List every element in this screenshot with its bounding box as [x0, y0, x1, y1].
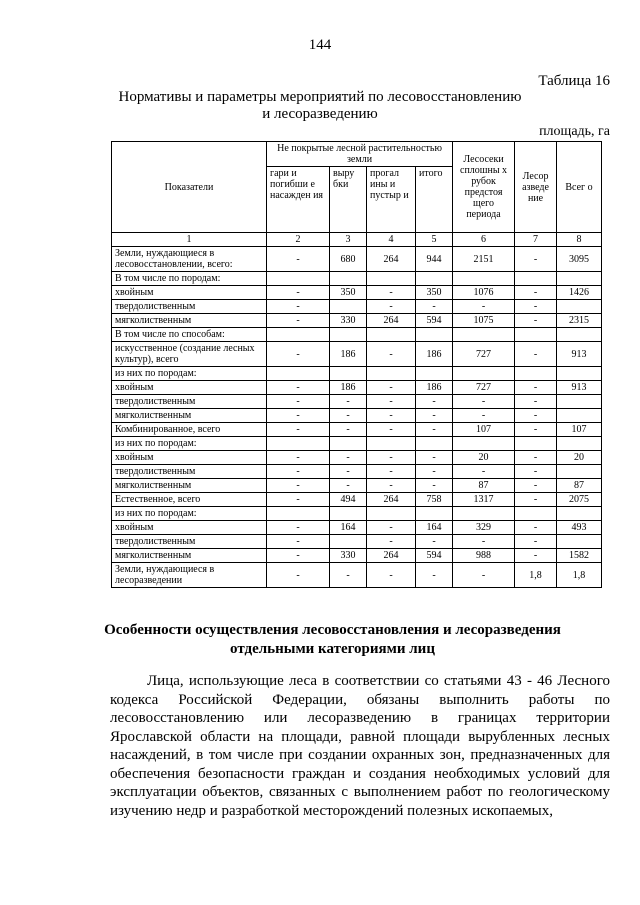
row-value: 1075 [453, 314, 515, 328]
table-row [112, 535, 602, 549]
table-row [112, 328, 602, 342]
row-label: Комбинированное, всего [112, 423, 267, 437]
table-title-line2: и лесоразведению [262, 106, 378, 122]
row-value: - [416, 465, 453, 479]
row-value [367, 437, 416, 451]
row-value: - [515, 465, 557, 479]
row-value [453, 328, 515, 342]
body-paragraph: Лица, использующие леса в соответствии со статьями 43 - 46 Лесного кодекса Российской Федерации, обязаны выполнить работы по лесовосстановлению или лесоразведению в границах территории Ярославской области на площади, равной площади вырубленных лесных насаждений, в том числе при создании охранных зон, предназначенных для обеспечения безопасности граждан и создания необходимых условий для эксплуатации объектов, связанных с выполнением работ по геологическому изучению недр и разработкой месторождений полезных ископаемых, [110, 673, 610, 819]
row-value: - [453, 300, 515, 314]
row-label: твердолиственным [112, 395, 267, 409]
row-value: 350 [330, 286, 367, 300]
row-value: 107 [557, 423, 602, 437]
header-not-covered: Не покрытые лесной растительностью земли [267, 142, 453, 167]
row-value: 594 [416, 549, 453, 563]
row-value [267, 507, 330, 521]
row-value: 87 [557, 479, 602, 493]
row-label: искусственное (создание лесных культур), всего [112, 342, 267, 367]
row-value [267, 328, 330, 342]
row-value [416, 437, 453, 451]
row-label: Естественное, всего [112, 493, 267, 507]
row-value: - [267, 479, 330, 493]
row-value: - [416, 395, 453, 409]
row-value: - [416, 451, 453, 465]
column-number: 7 [515, 233, 557, 247]
row-label: хвойным [112, 521, 267, 535]
row-value: 2315 [557, 314, 602, 328]
row-value: 20 [453, 451, 515, 465]
row-value [416, 328, 453, 342]
row-value: 107 [453, 423, 515, 437]
row-value: 329 [453, 521, 515, 535]
row-value: - [367, 409, 416, 423]
row-value: - [367, 451, 416, 465]
row-value: - [330, 479, 367, 493]
row-value: 988 [453, 549, 515, 563]
row-value: - [267, 342, 330, 367]
table-row [112, 549, 602, 563]
row-value: - [267, 300, 330, 314]
header-clearcuts: выру бки [330, 167, 367, 233]
row-value: - [330, 423, 367, 437]
row-value [557, 367, 602, 381]
row-value: 727 [453, 342, 515, 367]
row-value [453, 367, 515, 381]
row-value: 186 [330, 342, 367, 367]
row-value [557, 272, 602, 286]
row-label: В том числе по породам: [112, 272, 267, 286]
header-indicators: Показатели [112, 142, 267, 233]
table-row [112, 437, 602, 451]
row-value: - [515, 381, 557, 395]
row-value: 494 [330, 493, 367, 507]
row-value: 727 [453, 381, 515, 395]
row-value: 2151 [453, 247, 515, 272]
row-value: - [453, 395, 515, 409]
row-value [416, 272, 453, 286]
column-number: 6 [453, 233, 515, 247]
row-value: 264 [367, 247, 416, 272]
row-value: - [416, 409, 453, 423]
row-value: - [267, 465, 330, 479]
row-value [267, 437, 330, 451]
table-row [112, 479, 602, 493]
header-total: Всег о [557, 142, 602, 233]
row-value [515, 507, 557, 521]
row-value: 1582 [557, 549, 602, 563]
row-value: - [515, 314, 557, 328]
row-value: - [367, 535, 416, 549]
table-row [112, 314, 602, 328]
row-value [453, 507, 515, 521]
section-heading-line2: отдельными категориями лиц [230, 641, 435, 657]
table-row [112, 493, 602, 507]
row-value: - [267, 314, 330, 328]
row-value: 186 [416, 342, 453, 367]
header-afforestation: Лесор азведе ние [515, 142, 557, 233]
row-label: хвойным [112, 451, 267, 465]
table-row [112, 247, 602, 272]
row-value [367, 328, 416, 342]
row-value: - [267, 563, 330, 588]
row-value: - [367, 300, 416, 314]
row-label: твердолиственным [112, 535, 267, 549]
table-body [112, 247, 602, 588]
row-value: - [367, 342, 416, 367]
row-value: 758 [416, 493, 453, 507]
row-value: - [367, 381, 416, 395]
column-number: 1 [112, 233, 267, 247]
table-row [112, 286, 602, 300]
table-title [0, 89, 640, 123]
row-label: мягколиственным [112, 314, 267, 328]
row-value [330, 300, 367, 314]
row-value [330, 272, 367, 286]
row-value [330, 535, 367, 549]
row-value: 493 [557, 521, 602, 535]
row-value [330, 507, 367, 521]
row-value: - [267, 549, 330, 563]
row-value: - [330, 409, 367, 423]
row-value: - [267, 493, 330, 507]
row-value: - [330, 395, 367, 409]
row-value: - [416, 535, 453, 549]
row-value: - [267, 381, 330, 395]
row-value: 913 [557, 342, 602, 367]
row-value [557, 507, 602, 521]
table-row [112, 409, 602, 423]
row-value: 1317 [453, 493, 515, 507]
row-value [330, 367, 367, 381]
column-number: 8 [557, 233, 602, 247]
table-row [112, 342, 602, 367]
table-row [112, 563, 602, 588]
row-value: 2075 [557, 493, 602, 507]
column-number: 5 [416, 233, 453, 247]
row-value: - [267, 535, 330, 549]
row-value: - [367, 395, 416, 409]
row-value [515, 437, 557, 451]
row-value [557, 409, 602, 423]
row-value: - [515, 479, 557, 493]
header-felling-areas: Лесосеки сплошны х рубок предстоя щего периода [453, 142, 515, 233]
row-value: - [515, 535, 557, 549]
section-heading-line1: Особенности осуществления лесовосстановления и лесоразведения [104, 622, 561, 638]
table-row [112, 381, 602, 395]
row-value: 594 [416, 314, 453, 328]
row-label: хвойным [112, 286, 267, 300]
row-value: 680 [330, 247, 367, 272]
row-value: - [267, 286, 330, 300]
row-value: 164 [330, 521, 367, 535]
row-value: - [515, 451, 557, 465]
row-value [557, 535, 602, 549]
column-numbers-row [112, 233, 602, 247]
row-value [557, 395, 602, 409]
row-value: 1426 [557, 286, 602, 300]
column-number: 3 [330, 233, 367, 247]
row-label: твердолиственным [112, 465, 267, 479]
row-value [557, 300, 602, 314]
row-label: мягколиственным [112, 479, 267, 493]
row-label: хвойным [112, 381, 267, 395]
row-value: - [267, 451, 330, 465]
table-row [112, 272, 602, 286]
row-label: из них по породам: [112, 437, 267, 451]
norms-table [111, 141, 602, 588]
row-value: 944 [416, 247, 453, 272]
section-heading [60, 621, 605, 659]
table-row [112, 465, 602, 479]
row-value: - [453, 409, 515, 423]
row-value [267, 272, 330, 286]
row-value [515, 328, 557, 342]
row-value: - [453, 563, 515, 588]
row-value: 3095 [557, 247, 602, 272]
table-label: Таблица 16 [538, 73, 610, 89]
column-number: 2 [267, 233, 330, 247]
row-value [330, 328, 367, 342]
header-glades-wastelands: прогал ины и пустыр и [367, 167, 416, 233]
row-value [557, 328, 602, 342]
row-value [453, 437, 515, 451]
row-value: - [330, 451, 367, 465]
table-row [112, 507, 602, 521]
row-value: - [515, 300, 557, 314]
row-label: Земли, нуждающиеся в лесовосстановлении, всего: [112, 247, 267, 272]
row-value [330, 437, 367, 451]
row-value: 1,8 [515, 563, 557, 588]
row-value: - [367, 423, 416, 437]
row-value: - [515, 247, 557, 272]
page-number: 144 [308, 37, 332, 53]
row-value [453, 272, 515, 286]
row-value: - [416, 479, 453, 493]
row-value: 164 [416, 521, 453, 535]
row-label: мягколиственным [112, 549, 267, 563]
table-row [112, 423, 602, 437]
row-value: 350 [416, 286, 453, 300]
row-value: 87 [453, 479, 515, 493]
row-value: - [515, 493, 557, 507]
row-value: - [330, 563, 367, 588]
row-value: - [515, 521, 557, 535]
row-label: В том числе по способам: [112, 328, 267, 342]
row-label: Земли, нуждающиеся в лесоразведении [112, 563, 267, 588]
row-value [367, 272, 416, 286]
row-value: 264 [367, 549, 416, 563]
row-label: из них по породам: [112, 507, 267, 521]
row-value [557, 437, 602, 451]
row-value: - [367, 465, 416, 479]
row-value: - [515, 395, 557, 409]
row-value [416, 367, 453, 381]
table-row [112, 300, 602, 314]
row-value: 186 [416, 381, 453, 395]
row-value: 1,8 [557, 563, 602, 588]
row-value: - [416, 423, 453, 437]
row-value: 20 [557, 451, 602, 465]
row-value: 264 [367, 314, 416, 328]
row-value: - [515, 409, 557, 423]
row-value [267, 367, 330, 381]
row-value [515, 272, 557, 286]
row-label: мягколиственным [112, 409, 267, 423]
row-value: - [416, 300, 453, 314]
row-value: - [267, 247, 330, 272]
row-value: - [267, 521, 330, 535]
row-value: 330 [330, 314, 367, 328]
row-value: 1076 [453, 286, 515, 300]
table-row [112, 521, 602, 535]
header-burnt-dead: гари и погибши е насажден ия [267, 167, 330, 233]
row-value: 264 [367, 493, 416, 507]
row-value [367, 367, 416, 381]
row-value: - [367, 479, 416, 493]
row-value: - [330, 465, 367, 479]
row-value: - [515, 549, 557, 563]
row-value: 330 [330, 549, 367, 563]
row-value: - [367, 521, 416, 535]
row-value: - [267, 423, 330, 437]
header-subtotal: итого [416, 167, 453, 233]
row-value: - [367, 563, 416, 588]
row-value: 186 [330, 381, 367, 395]
table-row [112, 367, 602, 381]
column-number: 4 [367, 233, 416, 247]
row-value: - [267, 395, 330, 409]
row-value: - [515, 423, 557, 437]
units-note: площадь, га [539, 124, 610, 139]
row-value: - [453, 465, 515, 479]
table-title-line1: Нормативы и параметры мероприятий по лесовосстановлению [118, 89, 522, 105]
row-value: - [367, 286, 416, 300]
table-row [112, 395, 602, 409]
row-value [367, 507, 416, 521]
row-label: твердолиственным [112, 300, 267, 314]
row-value: - [453, 535, 515, 549]
row-value [557, 465, 602, 479]
row-value: - [416, 563, 453, 588]
row-value: - [515, 286, 557, 300]
row-label: из них по породам: [112, 367, 267, 381]
row-value: 913 [557, 381, 602, 395]
row-value [515, 367, 557, 381]
table-row [112, 451, 602, 465]
row-value: - [267, 409, 330, 423]
row-value: - [515, 342, 557, 367]
row-value [416, 507, 453, 521]
